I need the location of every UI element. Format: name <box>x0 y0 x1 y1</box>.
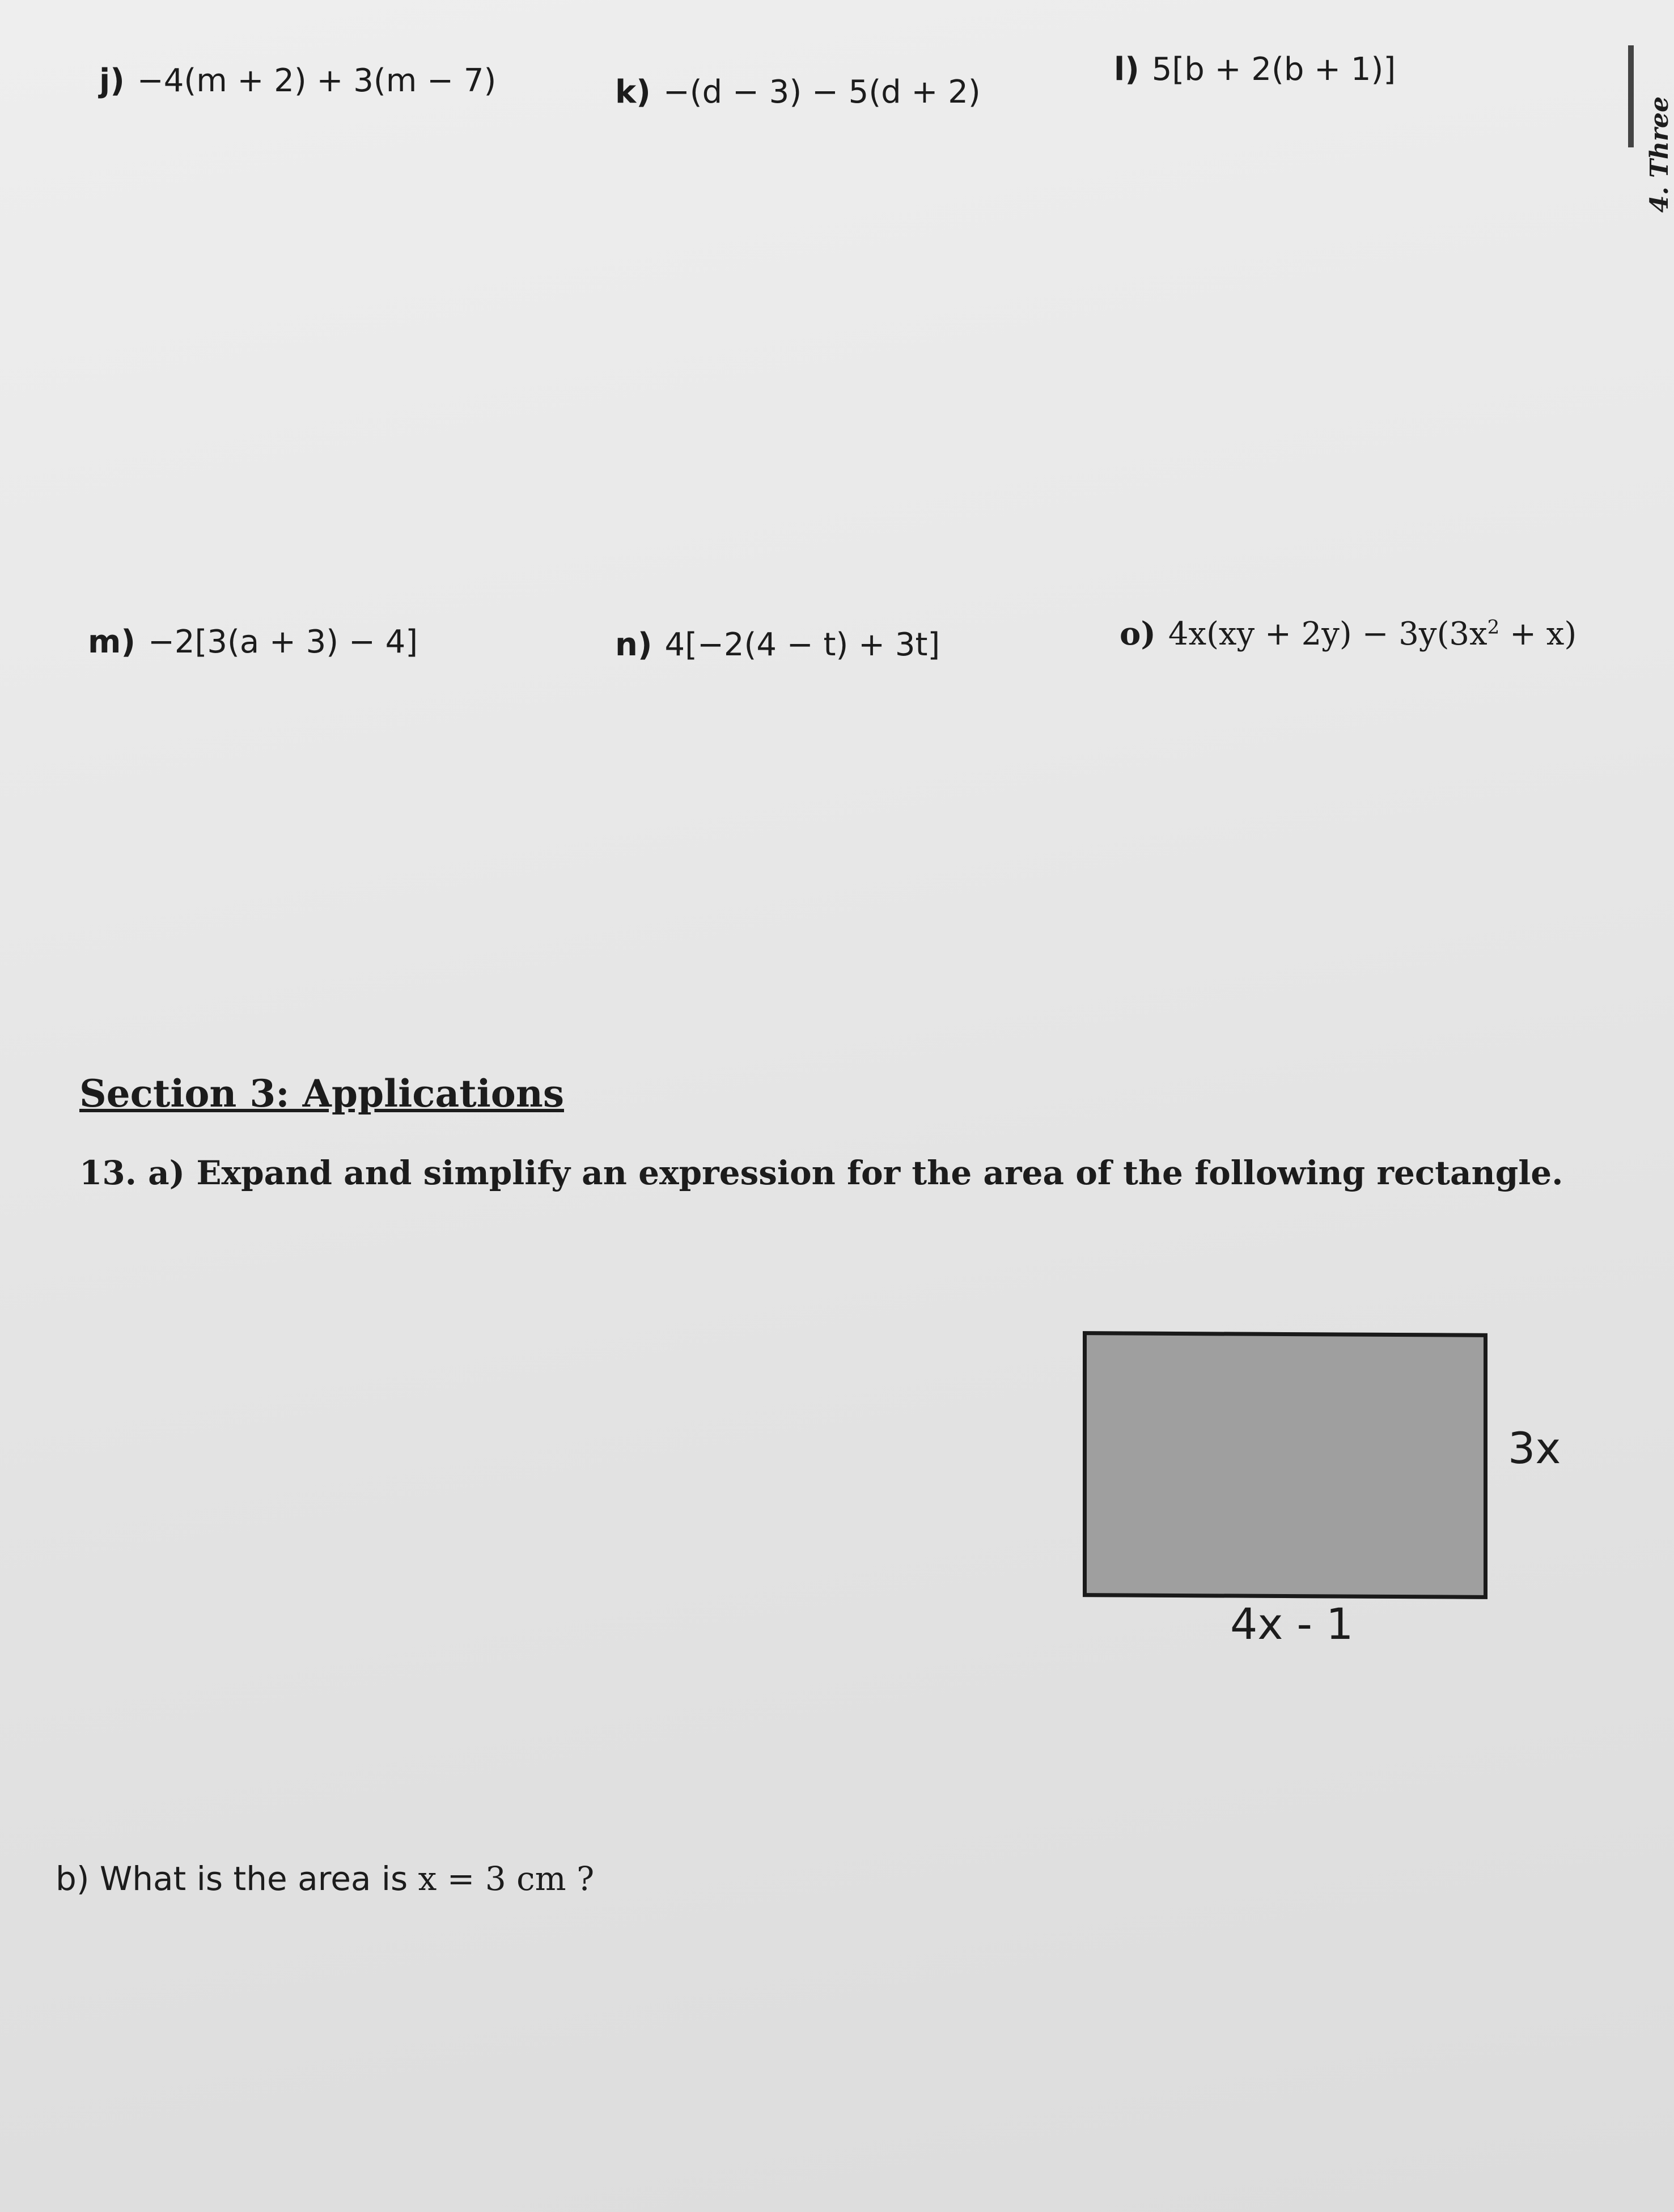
expression-part: 4x(xy + 2y) − 3y(3x <box>1168 616 1487 652</box>
problem-expression <box>1168 616 1576 652</box>
problem-expression: −2[3(a + 3) − 4] <box>147 624 418 660</box>
problem-label: l) <box>1114 51 1139 88</box>
problem-label: k) <box>615 74 651 111</box>
exponent: 2 <box>1487 616 1500 639</box>
rectangle-figure <box>1077 1327 1561 1649</box>
question-13a: 13. a) Expand and simplify an expression for the area of the following rectangle. <box>79 1154 1563 1192</box>
edge-bar <box>1628 45 1634 147</box>
problem-label: j) <box>99 62 125 99</box>
problem-o <box>1120 615 1576 652</box>
problem-label: n) <box>615 626 652 663</box>
problem-expression: −(d − 3) − 5(d + 2) <box>663 74 981 111</box>
edge-text: 4. Three <box>1645 96 1674 213</box>
problem-l <box>1114 51 1396 88</box>
problem-n <box>615 626 940 663</box>
problem-expression: −4(m + 2) + 3(m − 7) <box>137 62 497 99</box>
section-title: Section 3: Applications <box>79 1071 564 1116</box>
problem-expression: 5[b + 2(b + 1)] <box>1151 51 1396 88</box>
problem-label: m) <box>88 624 135 660</box>
problem-label: o) <box>1120 615 1156 652</box>
expression-part: + x) <box>1499 616 1577 652</box>
problem-expression: 4[−2(4 − t) + 3t] <box>664 626 940 663</box>
question-13b <box>56 1859 594 1898</box>
question-13b-value: x = 3 cm ? <box>418 1859 595 1898</box>
problem-j <box>99 62 496 99</box>
rectangle-height-label: 3x <box>1508 1423 1561 1473</box>
rectangle-shape <box>1083 1331 1487 1599</box>
problem-m <box>88 624 418 660</box>
problem-k <box>615 74 981 111</box>
question-13b-text: b) What is the area is <box>56 1859 418 1898</box>
rectangle-width-label: 4x - 1 <box>1230 1599 1354 1649</box>
